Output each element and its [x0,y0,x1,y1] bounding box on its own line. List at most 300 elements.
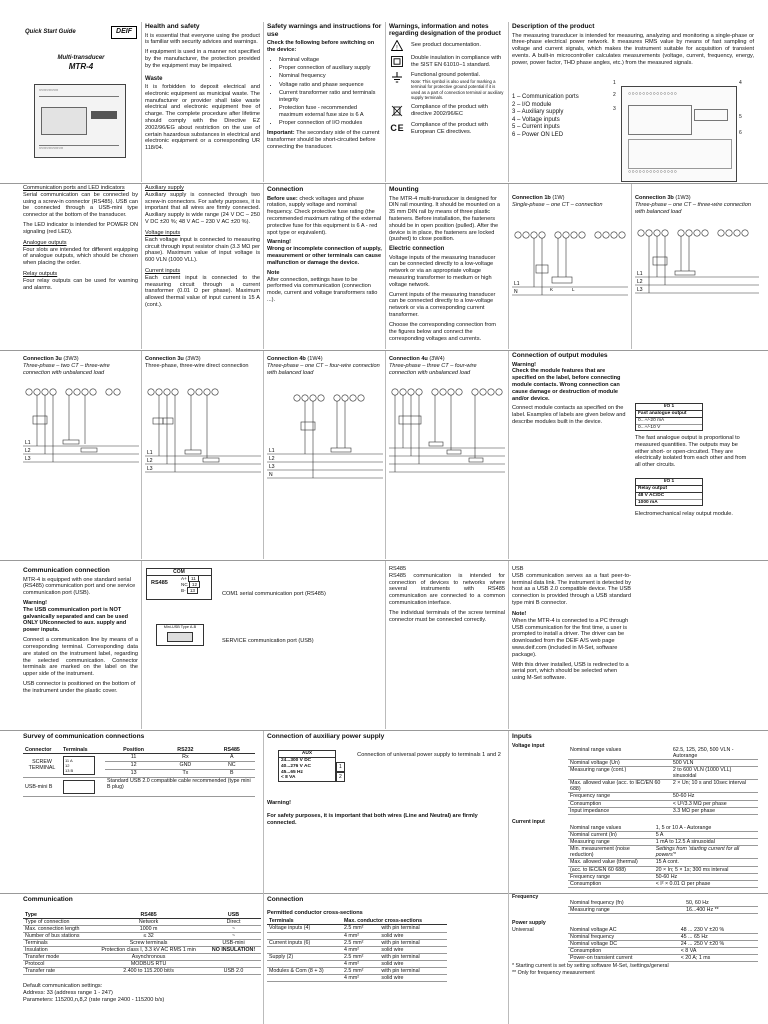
spec-value: 50, 60 Hz [684,900,758,907]
spec-value: 5 A [654,832,758,839]
cross-section-table [267,918,447,982]
description-panel [509,22,757,182]
warning-label: Warning! [23,600,48,607]
svg-text:!: ! [396,45,398,51]
spec-value: 15 A cont. [654,859,758,866]
conn-code: (1W) [552,195,565,201]
led-text: The LED indicator is intended for POWER ON signaling (red LED). [23,222,138,235]
comm-cell [206,954,261,961]
usb-note-label: Note! [512,610,527,617]
spec-label: Frequency range [568,793,671,800]
table-row [23,932,261,939]
conn-cell: 2.5 mm² [342,967,379,974]
relay-outputs-text: Four relay outputs can be used for warning and alarms. [23,277,138,291]
electric-text-3: Choose the corresponding connection from the figures below and connect the corresponding voltages and currents. [389,321,496,342]
table-row [568,873,758,880]
table-row [23,961,261,968]
label-l2: L2 [147,457,153,464]
aux-supply-panel [142,185,263,349]
warning-text: Wrong or incomplete connection of supply, measurement or other terminals can cause malfunction or damage the device. [267,246,382,266]
callout-4: 4 [739,80,742,86]
spec-label: Nominal current (In) [568,832,654,839]
spec-label: Consumption [568,800,671,807]
safety-title: Safety warnings and instructions for use [267,23,382,38]
warning-text: The USB communication port is NOT galvanically separated and can be used ONLY UNconnected to aux. supply and power inputs. [23,606,129,634]
table-row [23,925,261,932]
wiring-diagram [145,386,261,486]
spec-value: 3.3 MΩ per phase [671,807,758,814]
frequency-table [568,900,758,914]
wiring-diagram [267,392,383,492]
analog-desc: The fast analogue output is proportional to measured quantities. The outputs may be either short- or open-circuited. They are electrically isolated from each other and from all other circuits. [635,435,747,469]
weee-bin-icon [389,105,405,116]
table-row [267,967,447,974]
warning-label: Warning! [267,239,292,246]
legend-item: 4 – Voltage inputs [512,116,560,123]
conn-cell [267,946,342,953]
com-pin-label: A+ [181,576,187,581]
comm-cell: ~ [206,925,261,932]
spec-value: 45 ... 65 Hz [679,934,758,941]
footnote: ** Only for frequency measurement [512,969,595,976]
aux-box-row: 40...276 V AC [281,763,311,769]
survey-header: RS232 [162,747,208,754]
survey-panel [20,732,263,892]
conn-cell: 4 mm² [342,946,379,953]
table-row [568,866,758,873]
communication-table [23,912,261,976]
comm-cell: Asynchronous [91,954,206,961]
survey-cell: B [209,770,255,778]
com-pin-number: 13 [187,587,198,594]
warning-label: Warning! [512,361,537,368]
health-title: Health and safety [145,23,200,30]
connection-3u-direct-panel [142,356,263,556]
spec-label: Nominal voltage AC [568,927,679,934]
defaults-title: Default communication settings: [23,983,103,990]
product-front-drawing: ○○○○○○○○○○○○○○ ○○○○○○○○○○○○○○ [621,86,737,182]
comm-cell: USB 2.0 [206,968,261,975]
label-l1: L1 [25,440,31,447]
spec-value: < I² × 0.01 Ω per phase [654,880,758,887]
label-l2: L2 [637,279,643,286]
spec-value: 48 ... 230 V ±20 % [679,927,758,934]
conn-cell: Modules & Com (8 + 3) [267,967,342,974]
conn-cell: Supply (2) [267,953,342,960]
relay-outputs-title: Relay outputs [23,270,58,277]
wiring-diagram [389,386,505,486]
comm-connection-panel [20,566,141,728]
survey-header: RS485 [209,747,255,754]
safety-item: • Current transformer ratio and terminals integrity [279,90,382,104]
important-text: The secondary side of the current transformer should be short-circuited before connecting the transducer. [267,130,380,150]
rs485-text: RS485 communication is intended for connection of devices to networks where several instruments with RS485 communication are connected to a common communication interface. [389,572,505,607]
power-supply-sub: Universal [512,926,534,933]
symbol-row [389,72,505,100]
usb-mini-icon [61,778,105,797]
mounting-title: Mounting [389,186,419,193]
table-row [568,825,758,832]
symbol-text: Compliance of the product with directive 2002/96/EC [411,104,488,117]
survey-cell: USB-mini B [23,778,61,797]
table-row [568,767,758,780]
spec-value: 50-60 Hz [654,873,758,880]
spec-value: 1, 5 or 10 A - Autorange [654,825,758,832]
spec-label: Power-on transient current [568,955,679,962]
table-row [23,778,255,797]
conn-title: Connection 4b [267,356,306,362]
current-inputs-title: Current inputs [145,267,181,274]
connection-title: Connection [267,186,304,193]
table-row [568,832,758,839]
conn-cell: Voltage inputs (4) [267,925,342,932]
usb-text-3: With this driver installed, USB is redirected to a serial port, which should be selected when using M-Set software. [512,661,629,682]
connection-3u-panel [20,356,141,556]
frequency-title: Frequency [512,893,539,900]
output-modules-panel [509,351,759,559]
comm-cell: Max. connection length [23,925,91,932]
com-box-panel [142,566,385,728]
label-io-row: 0...+/-10 V [638,424,661,430]
conn-desc: Three-phase – two CT – three-wire connection with unbalanced load [23,362,110,376]
label-l3: L3 [269,464,275,471]
comm-cell: Protection class I, 3.3 kV AC RMS 1 min [91,946,206,953]
table-row [568,941,758,948]
analog-outputs-text: Four slots are intended for different equipping of analogue outputs, which should be chosen when placing the order. [23,246,138,267]
ground-icon [389,72,405,83]
label-io-sub: Relay output [636,486,702,493]
voltage-input-title: Voltage input [512,742,545,749]
analog-outputs-title: Analogue outputs [23,239,67,246]
table-row [568,807,758,814]
spec-label: Consumption [568,880,654,887]
com-box-port: RS485 [151,580,168,586]
table-row [568,900,758,907]
table-row [23,946,261,953]
label-n: N [514,288,518,295]
comm-cell: Transfer rate [23,968,91,975]
conn-cell: Current inputs (6) [267,939,342,946]
label-k: K [550,286,554,292]
table-row [267,932,447,939]
voltage-input-table [568,747,758,815]
aux-conn-panel [264,732,508,892]
conn-header: Max. conductor cross-sections [342,918,447,925]
survey-header: Connector [23,747,61,754]
connection-panel [264,185,385,349]
conn-cell: with pin terminal [379,939,447,946]
terminal-label: 11 A [65,757,73,763]
spec-label: Nominal range values [568,747,671,760]
safety-intro: Check the following before switching on the device: [267,40,375,53]
label-l2: L2 [25,448,31,455]
table-row [568,907,758,914]
spec-label: Nominal frequency (fn) [568,900,684,907]
spec-value: < 8 VA [679,948,758,955]
table-row [568,760,758,767]
description-title: Description of the product [512,23,595,30]
comm-cell: Protocol [23,961,91,968]
conn-cell: solid wire [379,975,447,982]
legend-item: 2 – I/O module [512,101,552,108]
symbol-row [389,104,505,118]
com-pin-label: NC [181,582,188,588]
table-row [267,939,447,946]
conn-cell: 4 mm² [342,932,379,939]
health-panel [142,22,263,182]
output-modules-text: Connect module contacts as specified on the label. Examples of labels are given below and describe modules built in the device. [512,405,626,426]
current-input-title: Current input [512,818,545,825]
aux-term: 1 [336,762,345,772]
com-box-title: COM [147,569,211,576]
table-row [267,946,447,953]
comm-header: USB [206,912,261,919]
comm-connection-text-3: USB connector is positioned on the bottom of the instrument under the plastic cover. [23,680,136,694]
conn-cell: 2.5 mm² [342,953,379,960]
survey-header: Terminals [61,747,105,754]
label-l2: L2 [269,456,275,463]
callout-2: 2 [613,92,616,98]
analog-label-box [635,403,703,431]
output-modules-title: Connection of output modules [512,352,608,359]
mounting-panel [386,185,508,349]
description-text: The measuring transducer is intended for measuring, analyzing and monitoring a single-phase or three-phase electrical power network. It measures RMS value by means of fast sampling of voltage and current signals, which makes the instrument suitable for acquisition of transient events. A built-in microcontroller calculates measurements (voltage, current, frequency, energy, power, power factor, THD phase angles, etc.) from the measured signals. [512,32,754,66]
conn-table-panel [264,895,508,1024]
comm-cell: ≤ 32 [91,932,206,939]
table-row [568,846,758,859]
table-row [568,880,758,887]
survey-cell: Standard USB 2.0 compatible cable recommended (type mini B plug) [105,778,255,797]
table-row [568,747,758,760]
comm-header: Type [23,912,91,919]
power-supply-title: Power supply [512,920,546,927]
conn-desc: Three-phase – one CT – four-wire connection with balanced load [267,362,380,376]
usb-caption: Mini-USB Type A-B [163,625,197,629]
usb-connector [156,624,204,646]
symbol-text: Double insulation in compliance with the SIST EN 61010−1 standard. [411,54,502,68]
symbol-row [389,40,505,51]
conn-cell: with pin terminal [379,967,447,974]
conn-desc: Three-phase – three CT – four-wire connection with unbalanced load [389,362,477,376]
conn-header: Terminals [267,918,342,925]
comm-connection-title: Communication connection [23,567,110,574]
comm-table-title: Communication [23,896,73,903]
spec-value: 16...400 Hz ** [684,907,758,914]
table-row [23,918,261,925]
callout-5: 5 [739,114,742,120]
comm-connection-text: MTR-4 is equipped with one standard serial (RS485) communication port and one service communication port (USB). [23,576,136,597]
spec-value: 50-60 Hz [671,793,758,800]
callout-1: 1 [613,80,616,86]
spec-label: Frequency range [568,873,654,880]
survey-header: Position [105,747,162,754]
conn-cell: 4 mm² [342,960,379,967]
connection-3b-panel [632,195,762,345]
aux-box-row: < 8 VA [281,775,296,781]
inputs-panel [509,732,761,1024]
table-row [267,925,447,932]
conn-desc: Single-phase – one CT – connection [512,201,603,208]
legend-item: 3 – Auxiliary supply [512,109,564,115]
spec-label: Measuring range [568,907,684,914]
table-row [267,960,447,967]
current-input-table [568,825,758,888]
safety-item: • Nominal frequency [279,73,382,80]
note-text: After connection, settings have to be performed via communication (connection mode, current and voltage transformers ratio ...). [267,276,378,303]
survey-cell: NC [209,761,255,769]
aux-term: 2 [336,772,345,782]
label-l1: L1 [637,271,643,278]
callout-6: 6 [739,130,742,136]
safety-item: • Proper connection of auxiliary supply [279,65,382,72]
table-row [23,954,261,961]
usb-text-2: When the MTR-4 is connected to a PC through USB communication for the first time, a user is prompted to install a driver. The driver can be downloaded from the DEIF A/S web page www.deif.com (included in M-Set, software package). [512,617,629,658]
connection-1b-panel [509,195,631,345]
com1-caption: COM1 serial communication port (RS485) [222,591,326,597]
electric-text-2: Current inputs of the measuring transducer can be connected directly to a low-voltage network or via a corresponding current transformer. [389,291,496,319]
label-l3: L3 [637,287,643,294]
spec-label: Nominal voltage DC [568,941,679,948]
conn-code: (1W4) [307,356,323,362]
mounting-text: The MTR-4 multi-transducer is designed for DIN rail mounting. It should be mounted on a 35 mm DIN rail by means of three plastic fasteners. Before installation, the fasteners should be in open position (pulled). After the device is in place, the fasteners are locked (pushed) to close position. [389,195,501,243]
symbol-text: Functional ground potential. [411,72,481,79]
comm-ports-panel [20,185,141,349]
warning-text: Check the module features that are specified on the label, before connecting module contacts. Wrong connection can cause damage or destruction of module and/or device. [512,368,621,402]
table-row [568,955,758,962]
electric-connection-title: Electric connection [389,246,445,253]
table-row [568,793,758,800]
product-name: MTR-4 [68,61,94,71]
spec-label: Measuring range [568,839,654,846]
comm-cell: ~ [206,932,261,939]
waste-title: Waste [145,75,163,82]
aux-box-title: AUX [279,751,335,758]
label-io-row: 1000 mA [638,499,658,505]
table-row [568,780,758,793]
device-illustration: ○○○○○○○○ ○○○○○○○○○○ [34,84,126,158]
comm-table-panel [20,895,263,1024]
quick-start-label: Quick Start Guide [25,28,76,35]
spec-value: 1 mA to 12.5 A sinusoidal [654,839,758,846]
table-row [568,927,758,934]
waste-text: It is forbidden to deposit electrical and electronic equipment as municipal waste. The manufacturer or provider shall take waste electrical and electronic equipment free of charge. The complete procedure after lifetime should comply with the Directive EZ 2002/96/EG about restriction on the use of certain hazardous substances in electrical and electronic equipment or a corresponding UR 118/04. [145,83,260,152]
voltage-inputs-text: Each voltage input is connected to measuring circuit through input resistor chain (3.3 MΩ per phase). Maximum value of input voltage is 600 VLN (1000 VLL). [145,236,260,264]
before-use-text: check voltages and phase rotation, supply voltage and nominal frequency. Check protective fuse rating (the recommended maximum rating of the external protective fuse for this equipment is 6 A - red spot type or equivalent). [267,195,382,236]
usb-title: USB [512,566,524,572]
comm-cell: Number of bus stations [23,932,91,939]
conn-code: (1W3) [675,195,691,201]
conn-cell [267,975,342,982]
usb-text: USB communication serves as a fast peer-to-terminal data link. The instrument is detected by host as a USB 2.0 compatible device. The USB connection is provided through a USB standard type mini B connector. [512,572,631,607]
conn-cell: 2.5 mm² [342,939,379,946]
label-io-title: I/O 1 [636,479,702,486]
comm-cell: Network [91,918,206,925]
label-l1: L1 [269,448,275,455]
power-supply-table [568,927,758,962]
conn-title: Connection 4u [389,356,428,362]
com-port-box [146,568,212,600]
table-row [568,800,758,807]
comm-cell: Transfer mode [23,954,91,961]
conn-title: Connection 3u [23,356,62,362]
ce-mark-icon: C E [390,123,404,134]
conn-cell: solid wire [379,960,447,967]
comm-cell: Type of connection [23,918,91,925]
legend-item: 5 – Current inputs [512,124,560,130]
com-pin-label: B- [181,588,186,594]
relay-desc: Electromechanical relay output module. [635,511,733,517]
warning-text: For safety purposes, it is important that both wires (Line and Neutral) are firmly connected. [267,812,478,826]
survey-table [23,747,255,798]
wiring-diagram [512,229,628,299]
health-p2: If equipment is used in a manner not specified by the manufacturer, the protection provided by the equipment may be impaired. [145,49,260,69]
comm-cell: Insulation [23,946,91,953]
label-io-row: 48 V AC/DC [636,493,702,500]
conn-code: (3W3) [63,356,79,362]
comm-cell: Terminals [23,939,91,946]
spec-label: (acc. to IEC/EN 60 688) [568,866,654,873]
note-label: Note [267,269,280,276]
label-io-sub: Fast analogue output [636,411,702,418]
voltage-inputs-title: Voltage inputs [145,229,181,236]
table-row [568,948,758,955]
survey-cell: 13 [105,770,162,778]
spec-value: 24 ... 250 V ±20 % [679,941,758,948]
spec-label: Measuring range (cont.) [568,767,671,780]
aux-box-row: 45...65 Hz [281,769,303,775]
comm-ports-title: Communication ports and LED indicators [23,185,125,191]
wiring-diagram [635,227,759,297]
spec-label: Input impedance [568,807,671,814]
conn-cell: 4 mm² [342,975,379,982]
safety-checklist [267,57,382,127]
comm-cell: 1000 m [91,925,206,932]
aux-terminal-box [278,750,336,782]
conn-cell: 2.5 mm² [342,925,379,932]
deif-logo: DEIF [111,26,137,39]
com-pin-number: 12 [189,581,200,588]
connection-4b-panel [264,356,385,556]
warnings-title: Warnings, information and notes regarding designation of the product [389,23,501,38]
warnings-panel [386,22,508,182]
cover-panel [22,22,140,182]
comm-header: RS485 [91,912,206,919]
symbol-note: Note: This symbol is also used for marking a terminal for protective ground potential if it is used as a part of connection terminal or auxiliary supply terminals. [411,79,504,100]
survey-title: Survey of communication connections [23,733,145,740]
rs485-panel [386,566,508,728]
safety-item: • Proper connection of I/O modules [279,120,382,127]
conn-desc: Three-phase – one CT – three-wire connection with balanced load [635,201,751,215]
aux-supply-title: Auxiliary supply [145,185,184,191]
spec-label: Consumption [568,948,679,955]
product-kind: Multi-transducer [57,54,105,61]
table-row [568,859,758,866]
label-io-title: I/O 1 [636,404,702,411]
spec-label: Min. measurement (noise reduction) [568,846,654,859]
aux-supply-text: Auxiliary supply is connected through two screw-in connectors. For safety purposes, it is important that all wires are firmly connected. Auxiliary supply is wide range (24 V DC – 250 V DC ±20 %; 48 V AC – 230 V AC ±20 %). [145,191,260,226]
conn-cell: with pin terminal [379,925,447,932]
table-row [23,753,255,761]
conn-table-title: Connection [267,896,304,903]
conn-code: (3W4) [429,356,445,362]
legend-item: 1 – Communication ports [512,94,579,100]
double-insulation-icon [389,56,405,67]
survey-cell: 12 [105,761,162,769]
symbol-text: See product documentation. [411,41,481,48]
com-pin-number: 11 [188,575,199,582]
current-inputs-text: Each current input is connected to the measuring circuit through a current transformer (0.01 Ω per phase). Maximum allowed thermal value of input current is 15 A (cont.). [145,274,260,308]
conn-cell: with pin terminal [379,953,447,960]
